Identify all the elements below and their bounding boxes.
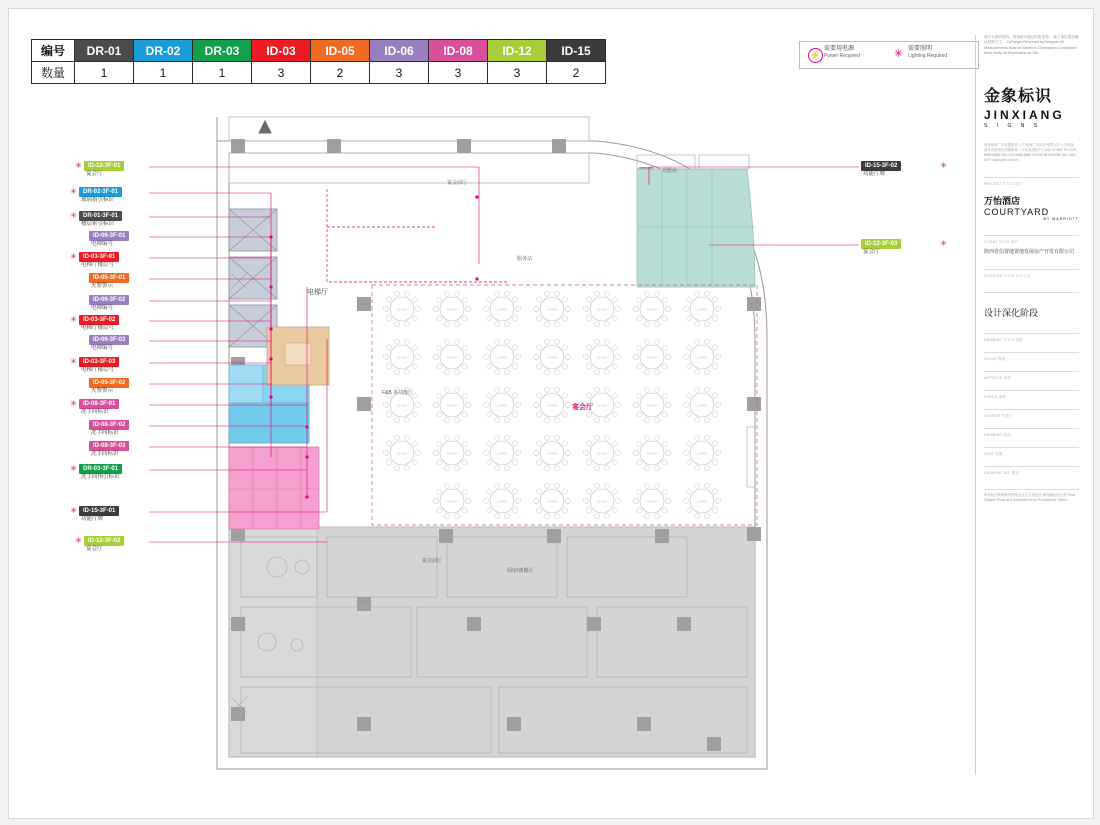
company-address: 西安格象广告有限责任公司 地西广告标识有限公司 公司地址： 西安市雁塔区高新路南二环某某国际中心A座 37*884 TEL 029-8888 8888 FAX 029-8888 8888 029-86 68 8983/86 184 2483 3477 www.jxbz.com.cn bbox=[984, 142, 1078, 162]
tb-project-brand-en: COURTYARD bbox=[984, 206, 1050, 217]
callout-code-id-03-3f-01[interactable]: ID-03-3F-01 bbox=[79, 252, 119, 262]
star-icon: ✳ bbox=[70, 187, 77, 196]
tb-project-row bbox=[984, 177, 1079, 221]
callout-code-id-15-3f-01[interactable]: ID-15-3F-01 bbox=[79, 506, 119, 516]
callout-desc-id-03-3f-03: 电梯厅楼层号 bbox=[81, 367, 115, 373]
key-power-label-cn: 需要用电源 bbox=[824, 46, 855, 52]
callout-code-dr-01-3f-01[interactable]: DR-01-3F-01 bbox=[79, 211, 122, 221]
legend-qty-id-05: 2 bbox=[311, 62, 370, 84]
legend-code-id-08: ID-08 bbox=[429, 40, 488, 62]
drawing-sheet bbox=[8, 8, 1094, 819]
callout-code-dr-03-3f-01[interactable]: DR-03-3F-01 bbox=[79, 464, 122, 474]
callout-code-id-12-3f-03[interactable]: ID-12-3F-03 bbox=[861, 239, 901, 249]
key-lighting-label-en: Lighting Required bbox=[908, 53, 948, 59]
svg-text:10 PAX: 10 PAX bbox=[497, 499, 507, 504]
svg-text:10 PAX: 10 PAX bbox=[597, 451, 607, 456]
svg-text:10 PAX: 10 PAX bbox=[497, 403, 507, 408]
floor-plan-svg bbox=[207, 97, 787, 777]
svg-text:10 PAX: 10 PAX bbox=[497, 355, 507, 360]
callout-desc-dr-02-3f-01: 玻璃指引标识 bbox=[81, 197, 115, 203]
legend-qty-id-12: 3 bbox=[488, 62, 547, 84]
tb-client-value: 陕西省信置地置地发展房产开发有限公司 bbox=[984, 248, 1075, 255]
callout-code-id-06-3f-02[interactable]: ID-06-3F-02 bbox=[89, 295, 129, 305]
svg-text:10 PAX: 10 PAX bbox=[597, 499, 607, 504]
legend-code-id-12: ID-12 bbox=[488, 40, 547, 62]
callout-desc-id-06-3f-02: 电梯编号 bbox=[91, 305, 114, 311]
svg-text:10 PAX: 10 PAX bbox=[647, 403, 657, 408]
legend-qty-row bbox=[32, 62, 606, 84]
tb-drawing-title-row bbox=[984, 333, 1079, 342]
callout-desc-id-03-3f-01: 电梯厅楼层号 bbox=[81, 262, 115, 268]
legend-code-id-03: ID-03 bbox=[252, 40, 311, 62]
tb-client-row bbox=[984, 235, 1079, 255]
legend-qty-id-08: 3 bbox=[429, 62, 488, 84]
callout-desc-id-05-3f-01: 火警警示 bbox=[91, 283, 114, 289]
legend-qty-dr-01: 1 bbox=[75, 62, 134, 84]
tb-footer-note: 所有标识制图最终效果由业主方指定后 最终确认前完成 Final Graphic Plans and Schedules to be Provided by Others. bbox=[984, 492, 1075, 502]
tb-row-1 bbox=[984, 371, 1079, 380]
logo-sub: S I G N S bbox=[984, 122, 1042, 129]
star-icon: ✳ bbox=[70, 211, 77, 220]
callout-desc-id-06-3f-01: 电梯编号 bbox=[91, 241, 114, 247]
callout-code-id-12-3f-02[interactable]: ID-12-3F-02 bbox=[84, 536, 124, 546]
callout-desc-id-08-3f-01: 洗手间标识 bbox=[81, 409, 109, 415]
tb-row-label-0: SCALE 图纸 bbox=[984, 356, 1006, 361]
callout-desc-id-15-3f-02: 功能厅牌 bbox=[863, 171, 886, 177]
callout-code-id-05-3f-01[interactable]: ID-05-3F-01 bbox=[89, 273, 129, 283]
callout-desc-id-12-3f-03: 宴会厅 bbox=[863, 249, 880, 255]
tb-row-label-6: DRAWING NO. 图号 bbox=[984, 470, 1020, 475]
svg-text:10 PAX: 10 PAX bbox=[597, 355, 607, 360]
tb-row-5 bbox=[984, 447, 1079, 456]
legend-code-row bbox=[32, 40, 606, 62]
callout-desc-id-03-3f-02: 电梯厅楼层号 bbox=[81, 325, 115, 331]
svg-text:10 PAX: 10 PAX bbox=[597, 403, 607, 408]
legend-table bbox=[31, 39, 606, 84]
svg-text:10 PAX: 10 PAX bbox=[697, 451, 707, 456]
legend-qty-id-03: 3 bbox=[252, 62, 311, 84]
floor-plan bbox=[207, 97, 787, 777]
tb-client-label: CLIENT TITLE 客户 bbox=[984, 239, 1019, 244]
legend-code-id-05: ID-05 bbox=[311, 40, 370, 62]
callout-code-id-05-3f-02[interactable]: ID-05-3F-02 bbox=[89, 378, 129, 388]
tb-project-brand-sub: BY MARRIOTT bbox=[1043, 216, 1079, 221]
star-icon: ✳ bbox=[940, 161, 947, 170]
svg-text:10 PAX: 10 PAX bbox=[547, 355, 557, 360]
star-icon: ✳ bbox=[70, 399, 77, 408]
callout-code-id-03-3f-03[interactable]: ID-03-3F-03 bbox=[79, 357, 119, 367]
bolt-icon: ⚡ bbox=[808, 48, 823, 63]
star-icon: ✳ bbox=[893, 48, 904, 60]
room-label-0: 电梯厅 bbox=[307, 289, 328, 296]
star-icon: ✳ bbox=[70, 252, 77, 261]
tb-small-rows bbox=[984, 352, 1079, 475]
legend-qty-id-15: 2 bbox=[547, 62, 606, 84]
tb-row-0 bbox=[984, 352, 1079, 361]
tb-drawing-title-label: DRAWING TITLE 图纸 bbox=[984, 337, 1023, 342]
symbol-key-box bbox=[799, 41, 979, 69]
callout-desc-id-12-3f-02: 宴会厅 bbox=[86, 546, 103, 552]
tb-project-brand-cn: 万怡酒店 bbox=[984, 195, 1021, 206]
legend-qty-dr-03: 1 bbox=[193, 62, 252, 84]
title-block bbox=[975, 35, 1079, 775]
svg-text:10 PAX: 10 PAX bbox=[497, 451, 507, 456]
key-lighting-label-cn: 需要照明 bbox=[908, 46, 933, 52]
svg-text:10 PAX: 10 PAX bbox=[647, 307, 657, 312]
key-power-label-en: Power Required bbox=[824, 53, 860, 59]
svg-text:10 PAX: 10 PAX bbox=[447, 355, 457, 360]
callout-code-dr-02-3f-01[interactable]: DR-02-3F-01 bbox=[79, 187, 122, 197]
svg-text:10 PAX: 10 PAX bbox=[497, 307, 507, 312]
callout-desc-id-15-3f-01: 功能厅牌 bbox=[81, 516, 104, 522]
legend-qty-dr-02: 1 bbox=[134, 62, 193, 84]
tb-row-6 bbox=[984, 466, 1079, 475]
callout-desc-id-12-3f-01: 宴会厅 bbox=[86, 171, 103, 177]
legend-code-dr-01: DR-01 bbox=[75, 40, 134, 62]
callout-code-id-08-3f-02[interactable]: ID-08-3F-02 bbox=[89, 420, 129, 430]
copyright-note: 设计文案的资料，需得到可通过的意见等。 施工单位提前确认材料尺寸。 CoPyright Reserved by Designer All Measurements Must be Sieved in Dimensions Contractors Must Verify All Dimensions on Site bbox=[984, 35, 1079, 56]
callout-code-id-03-3f-02[interactable]: ID-03-3F-02 bbox=[79, 315, 119, 325]
tb-row-label-4: DRAWING 绘图 bbox=[984, 432, 1011, 437]
room-label-5: 宴会前厅 bbox=[422, 558, 443, 564]
legend-row-label-code: 编号 bbox=[32, 40, 75, 62]
legend-code-dr-03: DR-03 bbox=[193, 40, 252, 62]
room-label-3: 服务站 bbox=[517, 256, 533, 262]
legend-qty-id-06: 3 bbox=[370, 62, 429, 84]
key-lighting bbox=[908, 46, 947, 60]
svg-text:10 PAX: 10 PAX bbox=[647, 451, 657, 456]
legend-code-id-06: ID-06 bbox=[370, 40, 429, 62]
callout-code-id-06-3f-03[interactable]: ID-06-3F-03 bbox=[89, 335, 129, 345]
room-label-2: F&B 多功能厅 bbox=[382, 390, 414, 396]
callout-code-id-08-3f-01[interactable]: ID-08-3F-01 bbox=[79, 399, 119, 409]
callout-desc-dr-01-3f-01: 楼层索引标识 bbox=[81, 221, 115, 227]
svg-text:10 PAX: 10 PAX bbox=[397, 355, 407, 360]
callout-code-id-12-3f-01[interactable]: ID-12-3F-01 bbox=[84, 161, 124, 171]
room-label-4: 宴会前厅 bbox=[447, 180, 468, 186]
svg-text:10 PAX: 10 PAX bbox=[597, 307, 607, 312]
tb-interior-row bbox=[984, 269, 1079, 278]
svg-text:10 PAX: 10 PAX bbox=[547, 307, 557, 312]
svg-text:10 PAX: 10 PAX bbox=[697, 355, 707, 360]
svg-text:10 PAX: 10 PAX bbox=[547, 451, 557, 456]
callout-desc-id-08-3f-02: 洗手间标识 bbox=[91, 430, 119, 436]
star-icon: ✳ bbox=[75, 161, 82, 170]
svg-text:10 PAX: 10 PAX bbox=[697, 307, 707, 312]
room-label-1: 宴会厅 bbox=[572, 404, 593, 411]
callout-desc-id-05-3f-02: 火警警示 bbox=[91, 388, 114, 394]
callout-desc-dr-03-3f-01: 洗手间指引标识 bbox=[81, 474, 120, 480]
key-power bbox=[824, 46, 860, 60]
svg-text:10 PAX: 10 PAX bbox=[397, 307, 407, 312]
star-icon: ✳ bbox=[70, 464, 77, 473]
svg-text:10 PAX: 10 PAX bbox=[647, 499, 657, 504]
tb-row-label-2: CHECK 审核 bbox=[984, 394, 1006, 399]
star-icon: ✳ bbox=[70, 357, 77, 366]
svg-text:10 PAX: 10 PAX bbox=[697, 403, 707, 408]
callout-desc-id-06-3f-03: 电梯编号 bbox=[91, 345, 114, 351]
callout-code-id-15-3f-02[interactable]: ID-15-3F-02 bbox=[861, 161, 901, 171]
callout-desc-id-08-3f-03: 洗手间标识 bbox=[91, 451, 119, 457]
tb-row-label-5: DATE 日期 bbox=[984, 451, 1003, 456]
tb-drawing-stage: 设计深化阶段 bbox=[984, 307, 1039, 318]
star-icon: ✳ bbox=[75, 536, 82, 545]
room-label-6: 厨房/备餐区 bbox=[507, 568, 534, 574]
tb-row-label-3: CHARGE 负责人 bbox=[984, 413, 1013, 418]
tb-drawing-row bbox=[984, 292, 1079, 319]
tb-row-4 bbox=[984, 428, 1079, 437]
svg-text:10 PAX: 10 PAX bbox=[547, 403, 557, 408]
star-icon: ✳ bbox=[70, 315, 77, 324]
legend-row-label-qty: 数量 bbox=[32, 62, 75, 84]
legend-code-dr-02: DR-02 bbox=[134, 40, 193, 62]
callout-code-id-06-3f-01[interactable]: ID-06-3F-01 bbox=[89, 231, 129, 241]
tb-row-3 bbox=[984, 409, 1079, 418]
star-icon: ✳ bbox=[940, 239, 947, 248]
svg-text:10 PAX: 10 PAX bbox=[447, 451, 457, 456]
legend-code-id-15: ID-15 bbox=[547, 40, 606, 62]
svg-text:10 PAX: 10 PAX bbox=[397, 451, 407, 456]
callout-code-id-08-3f-03[interactable]: ID-08-3F-03 bbox=[89, 441, 129, 451]
svg-text:10 PAX: 10 PAX bbox=[397, 403, 407, 408]
logo-en: JINXIANG bbox=[984, 107, 1065, 122]
tb-footer-row bbox=[984, 489, 1079, 503]
svg-text:10 PAX: 10 PAX bbox=[447, 499, 457, 504]
tb-project-label: PROJECT TITLE 项目 bbox=[984, 181, 1023, 186]
tb-interior-label: INTERIOR TITLE 设计公司 bbox=[984, 273, 1031, 278]
tb-row-2 bbox=[984, 390, 1079, 399]
tb-row-label-1: APPROVE 审核 bbox=[984, 375, 1012, 380]
star-icon: ✳ bbox=[70, 506, 77, 515]
svg-text:10 PAX: 10 PAX bbox=[697, 499, 707, 504]
svg-text:10 PAX: 10 PAX bbox=[647, 355, 657, 360]
logo-cn: 金象标识 bbox=[984, 87, 1053, 105]
svg-text:10 PAX: 10 PAX bbox=[447, 307, 457, 312]
svg-text:10 PAX: 10 PAX bbox=[447, 403, 457, 408]
room-label-7: 功能房 bbox=[662, 168, 678, 174]
svg-text:10 PAX: 10 PAX bbox=[547, 499, 557, 504]
